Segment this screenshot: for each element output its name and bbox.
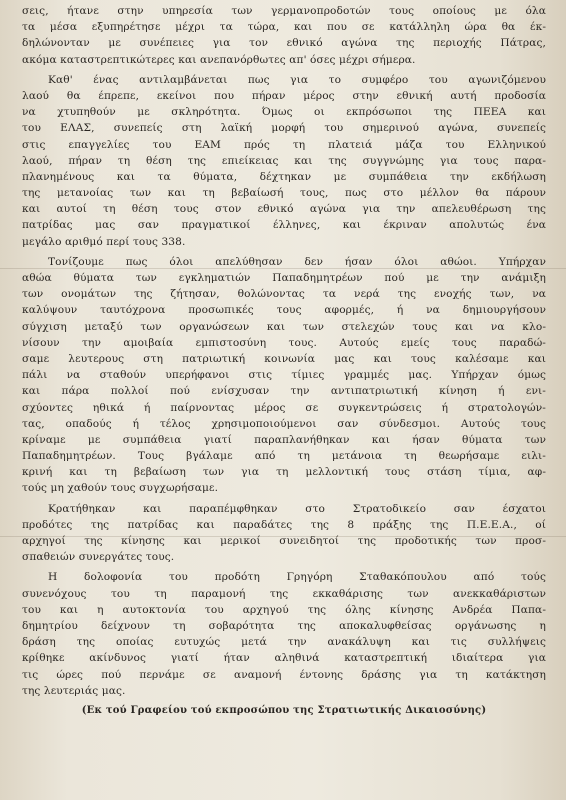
text-line: Παπαδημητρέων. Τους βγάλαμε από τη μετάνοια τη θεωρήσαμε ειλι- xyxy=(22,450,546,463)
text-line: της μετανοίας των και τη βεβαίωσή τους, πως στο μέλλον θα πάρουν xyxy=(22,187,546,200)
text-line: κρίθηκε ακίνδυνος γιατί ήταν αληθινά καταστρεπτική ιδιαίτερα για xyxy=(22,652,546,665)
paragraph xyxy=(22,254,546,497)
text-line: λαού θα έπρεπε, εκείνοι που πήραν μέρος στην εθνική αυτή προδοσία xyxy=(22,89,546,102)
text-line: πατρίδας μας σαν πραγματικοί έλληνες, και έκριναν απολυτώς ένα xyxy=(22,219,546,232)
source-note: (Εκ τού Γραφείου τού εκπροσώπου της Στρατιωτικής Δικαιοσύνης) xyxy=(81,704,487,716)
text-line: κρίναμε με συμπάθεια γιατί παραπλανήθηκαν και ήσαν θύματα των xyxy=(22,433,546,446)
text-line: Η δολοφονία του προδότη Γρηγόρη Σταθακόπουλου από τούς xyxy=(48,571,546,584)
text-line: της λευτεριάς μας. xyxy=(22,684,126,697)
text-line: τα μέσα εξυπηρέτησε μέχρι τα τώρα, και που σε κατάλληλη ώρα θα έκ- xyxy=(22,21,546,34)
text-line: σπαθειών συνεργάτες τους. xyxy=(22,551,175,564)
text-line: στις επαγγελίες του ΕΑΜ πρός τη πλατειά μάζα του Ελληνικού xyxy=(22,138,546,151)
text-line: ακόμα καταστρεπτικώτερες και ανεπανόρθωτες απ' όσες μέχρι σήμερα. xyxy=(22,53,416,66)
text-line: τις ώρες πού περνάμε σε αναμονή έντονης δράσης για τη κατάκτηση xyxy=(22,668,546,681)
text-line: μεγάλο αριθμό περί τους 338. xyxy=(22,235,186,248)
text-line: σαμε λευτερους στη πατριωτική κοινωνία μας και τους καλέσαμε και xyxy=(22,352,546,365)
text-line: κρινή και τη βεβαίωση των για τη μελλοντική τους στάση τίμια, αφ- xyxy=(22,466,546,479)
text-line: Τονίζουμε πως όλοι απελύθησαν δεν ήσαν όλοι αθώοι. Υπήρχαν xyxy=(48,255,546,268)
document-body xyxy=(22,3,546,699)
text-line: πλανημένους και τα θύματα, δέχτηκαν με συμπάθεια την εκδήλωση xyxy=(22,170,546,183)
text-line: λαού, πήραν τη θέση της επιείκειας και της συγγνώμης για τους παρα- xyxy=(22,154,546,167)
text-line: δράση της οποίας ευτυχώς μετά την ανακάλυψη και τις συλλήψεις xyxy=(22,636,546,649)
text-line: σύγχιση μεταξύ των οργανώσεων και των στελεχών τους και να κλο- xyxy=(22,320,546,333)
text-line: Καθ' ένας αντιλαμβάνεται πως για το συμφέρο του αγωνιζόμενου xyxy=(48,73,546,86)
text-line: σεις, ήτανε στην υπηρεσία των γερμανοπροδοτών τους οποίους με όλα xyxy=(22,5,546,17)
text-line: νίσουν την αμοιβαία εμπιστοσύνη τους. Αυτούς εμείς τους παραδώ- xyxy=(22,336,546,349)
text-line: αθώα θύματα των εγκληματιών Παπαδημητρέων πού με την ανάμιξη xyxy=(22,272,546,284)
paragraph xyxy=(22,3,546,68)
text-line: των ονομάτων της ζήτησαν, θολώνοντας τα νερά της ενοχής των, να xyxy=(22,288,546,301)
text-line: δημητρίου δείχνουν τη σοβαρότητα της αποκαλυφθείσας οργάνωσης η xyxy=(22,619,546,632)
text-line: τούς μη χαθούν τους συγχωρήσαμε. xyxy=(22,482,219,495)
paragraph xyxy=(22,72,546,250)
text-line: και αυτοί τη θέση τους στον εθνικό αγώνα για την απελευθέρωση της xyxy=(22,203,546,216)
text-line: δηλώνονταν με συνέπειες για τον εθνικό αγώνα της περιοχής Πάτρας, xyxy=(22,37,546,50)
fold-crease xyxy=(0,536,566,537)
text-line: και πάρα πολλοί πού ενίσχυσαν την αντιπατριωτική κίνηση ή ενι- xyxy=(22,385,546,398)
text-line: να χτυπηθούν με σκληρότητα. Όμως οι εκπρόσωποι της ΠΕΕΑ και xyxy=(22,106,546,119)
text-line: συνενόχους του τη παραμονή της εκκαθάρισης των ανεκκαθάριστων xyxy=(22,587,546,600)
paragraph xyxy=(22,501,546,566)
text-line: του και η αυτοκτονία του αρχηγού της όλης κίνησης Ανδρέα Παπα- xyxy=(22,603,546,616)
text-line: πάλι να σταθούν υπερήφανοι στις τίμιες γραμμές μας. Υπήρχαν όμως xyxy=(22,369,546,382)
text-line: Κρατήθηκαν και παραπέμφθηκαν στο Στρατοδικείο σαν έσχατοι xyxy=(48,502,546,515)
text-line: αρχηγοί της κίνησης και μερικοί συνειδητοί της προδοτικής των προσ- xyxy=(22,535,546,547)
text-line: σχύοντες ηθικά ή παίρνοντας μέρος σε συγκεντρώσεις ή στρατολογών- xyxy=(22,401,546,414)
text-line: προδότες της πατρίδας και παραδάτες της 8 πράξης της Π.Ε.Ε.Α., οί xyxy=(22,518,546,531)
text-line: καλύψουν ταυτόχρονα προσωπικές τους αφορμές, ή να δημιουργήσουν xyxy=(22,304,546,317)
text-line: τας, οπαδούς ή τέλος χρησιμοποιούμενοι σαν σύνδεσμοι. Αυτούς τους xyxy=(22,417,546,430)
text-line: του ΕΛΑΣ, συνεπείς στη λαϊκή μορφή του σημερινού αγώνα, συνεπείς xyxy=(22,122,546,135)
fold-crease xyxy=(0,268,566,269)
paragraph xyxy=(22,569,546,699)
